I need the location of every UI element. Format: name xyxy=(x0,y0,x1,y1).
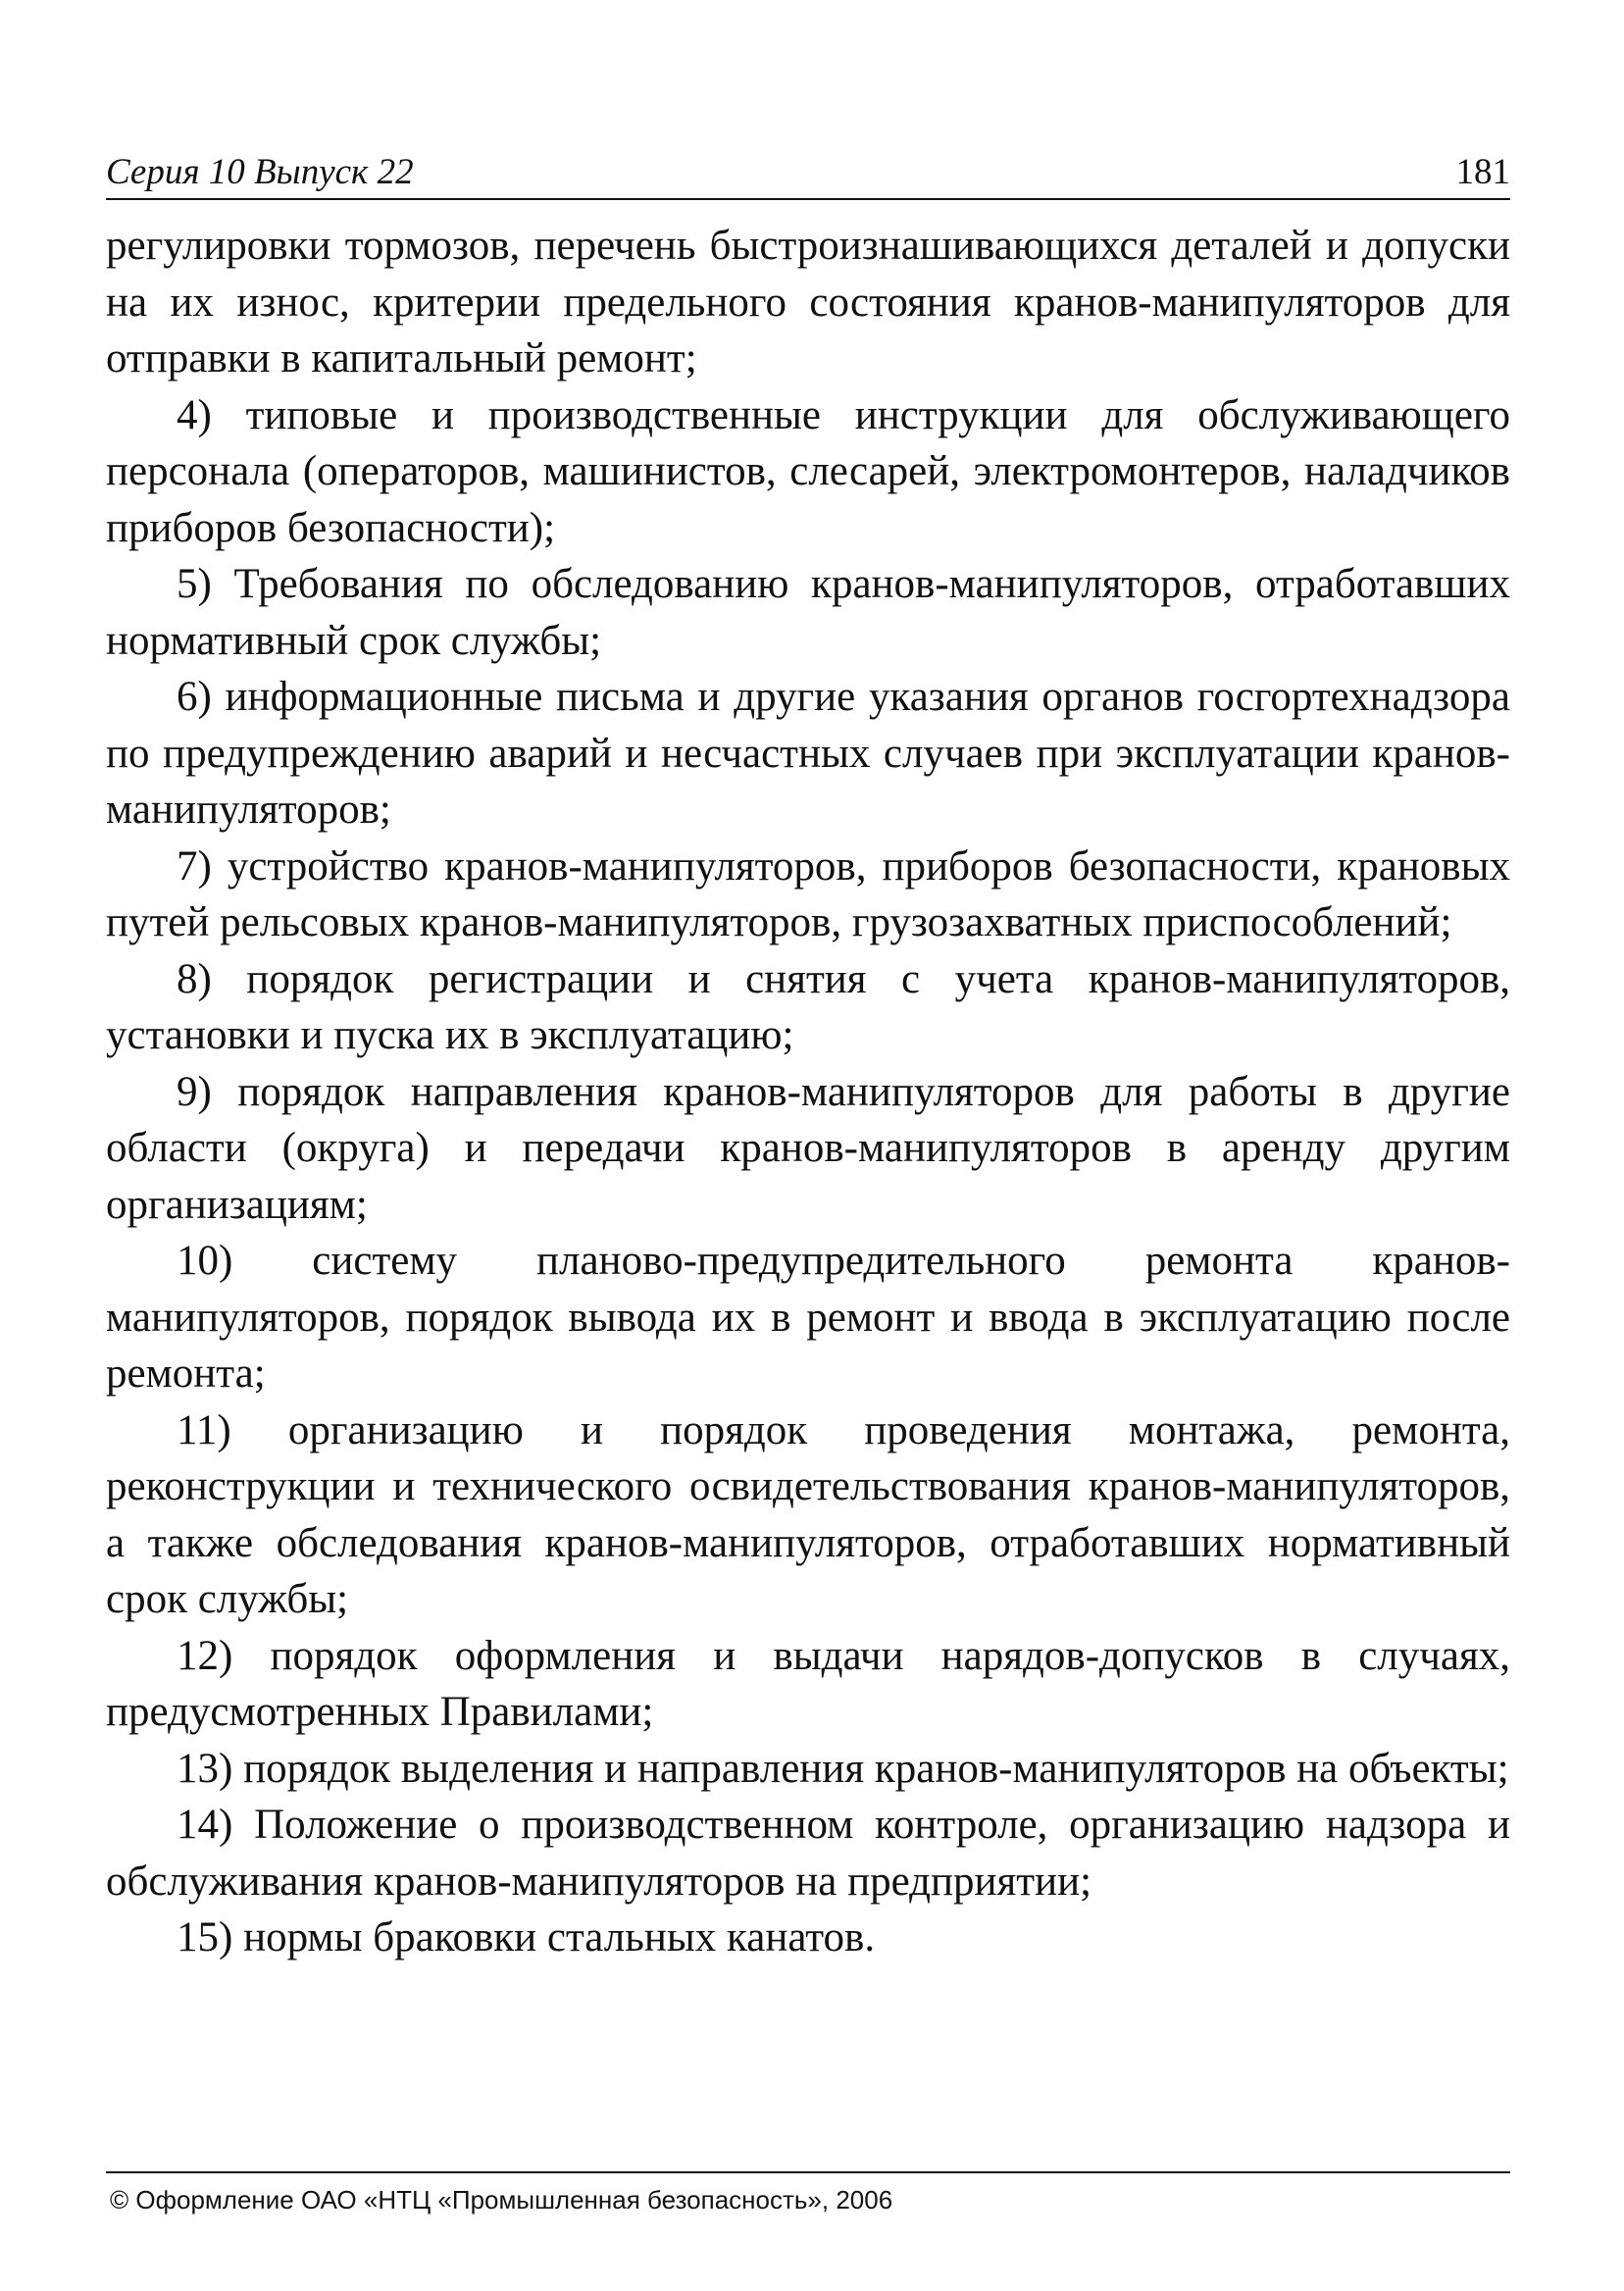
footer-divider xyxy=(106,2171,1510,2173)
list-item-11: 11) организацию и порядок проведения монтажа, ремонта, реконструкции и технического освидетельствования кранов-манипуляторов, а также обследования кранов-манипуляторов, отработавших нормативный срок службы; xyxy=(106,1406,1510,1622)
list-item-5: 5) Требования по обследованию кранов-манипуляторов, отработавших нормативный срок службы; xyxy=(106,561,1510,664)
body-text xyxy=(106,218,1510,1966)
series-title: Серия 10 Выпуск 22 xyxy=(106,152,414,192)
list-item-6: 6) информационные письма и другие указания органов госгортехнадзора по предупреждению аварий и несчастных случаев при эксплуатации кранов-манипуляторов; xyxy=(106,674,1510,833)
list-item-9: 9) порядок направления кранов-манипуляторов для работы в другие области (округа) и передачи кранов-манипуляторов в аренду другим организациям; xyxy=(106,1068,1510,1228)
list-item-7: 7) устройство кранов-манипуляторов, приборов безопасности, крановых путей рельсовых кранов-манипуляторов, грузозахватных приспособлений; xyxy=(106,842,1510,945)
list-item-12: 12) порядок оформления и выдачи нарядов-допусков в случаях, предусмотренных Правилами; xyxy=(106,1632,1510,1735)
list-item-4: 4) типовые и производственные инструкции для обслуживающего персонала (операторов, машинистов, слесарей, электромонтеров, наладчиков приборов безопасности); xyxy=(106,391,1510,551)
paragraph-continuation: регулировки тормозов, перечень быстроизнашивающихся деталей и допуски на их износ, критерии предельного состояния кранов-манипуляторов для отправки в капитальный ремонт; xyxy=(106,223,1510,382)
list-item-15: 15) нормы браковки стальных канатов. xyxy=(177,1914,876,1960)
page-number: 181 xyxy=(1455,152,1510,192)
list-item-13: 13) порядок выделения и направления кранов-манипуляторов на объекты; xyxy=(177,1745,1509,1792)
list-item-8: 8) порядок регистрации и снятия с учета кранов-манипуляторов, установки и пуска их в эксплуатацию; xyxy=(106,955,1510,1058)
copyright-footer: © Оформление ОАО «НТЦ «Промышленная безопасность», 2006 xyxy=(110,2185,893,2215)
list-item-14: 14) Положение о производственном контроле, организацию надзора и обслуживания кранов-манипуляторов на предприятии; xyxy=(106,1802,1510,1905)
running-header xyxy=(106,147,1510,200)
list-item-10: 10) систему планово-предупредительного ремонта кранов-манипуляторов, порядок вывода их в ремонт и ввода в эксплуатацию после ремонта; xyxy=(106,1238,1510,1397)
